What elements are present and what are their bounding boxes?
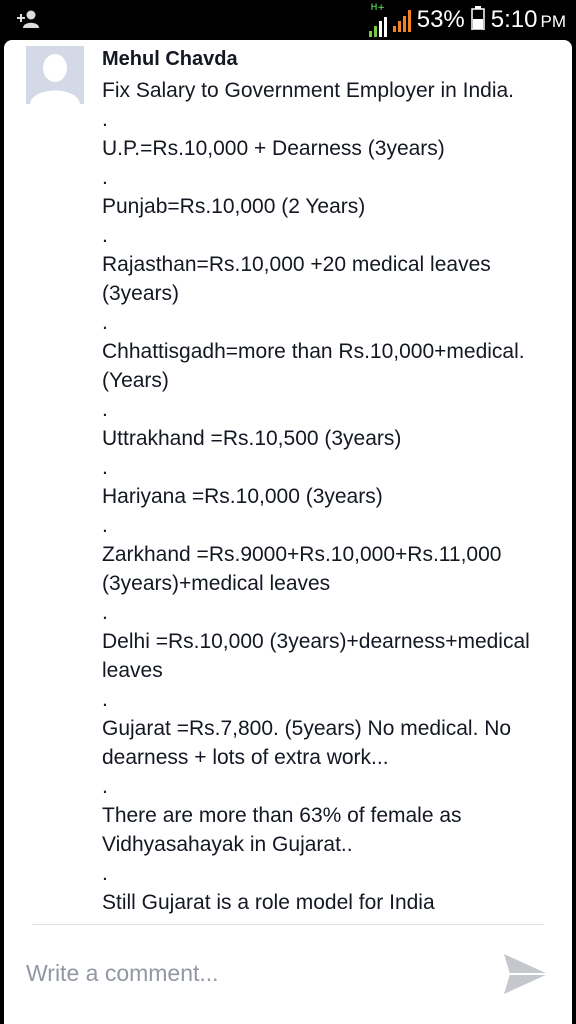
post-line: Rajasthan=Rs.10,000 +20 medical leaves (3years) — [102, 253, 497, 305]
post-line: . — [102, 601, 108, 624]
post-line: . — [102, 862, 108, 885]
default-avatar-icon — [26, 46, 84, 104]
divider — [32, 924, 544, 925]
post-line: . — [102, 166, 108, 189]
clock — [491, 6, 566, 34]
post-line: There are more than 63% of female as Vidhyasahayak in Gujarat.. — [102, 804, 468, 856]
post-line: . — [102, 108, 108, 131]
network-type-icon — [369, 4, 387, 37]
post-card — [4, 40, 572, 1024]
add-friend-icon — [16, 8, 40, 30]
battery-percent: 53% — [416, 6, 465, 33]
post-line: . — [102, 456, 108, 479]
post-body — [102, 76, 542, 918]
clock-time: 5:10 — [490, 6, 538, 33]
post-line: . — [102, 688, 108, 711]
send-button[interactable] — [500, 948, 552, 1000]
clock-ampm: PM — [540, 12, 566, 31]
avatar[interactable] — [26, 46, 84, 104]
post-line: . — [102, 224, 108, 247]
comment-input[interactable] — [26, 952, 466, 994]
post-line: Delhi =Rs.10,000 (3years)+dearness+medical leaves — [102, 630, 536, 682]
post-line: . — [102, 514, 108, 537]
battery-icon — [471, 6, 485, 34]
post-line: Zarkhand =Rs.9000+Rs.10,000+Rs.11,000 (3years)+medical leaves — [102, 543, 508, 595]
send-icon — [500, 948, 552, 1000]
post-line: . — [102, 311, 108, 334]
signal-icon — [393, 8, 411, 32]
post-line: Uttrakhand =Rs.10,500 (3years) — [102, 427, 402, 450]
post-line: U.P.=Rs.10,000 + Dearness (3years) — [102, 137, 445, 160]
post-line: . — [102, 775, 108, 798]
network-type-label: H+ — [370, 2, 385, 13]
signal-icon-sim1 — [369, 13, 387, 37]
post-line: Fix Salary to Government Employer in India. — [102, 79, 515, 102]
author-name[interactable]: Mehul Chavda — [102, 48, 238, 70]
post-line: Chhattisgadh=more than Rs.10,000+medical. (Years) — [102, 340, 531, 392]
status-bar — [0, 0, 576, 40]
post-line: Hariyana =Rs.10,000 (3years) — [102, 485, 383, 508]
post-line: Gujarat =Rs.7,800. (5years) No medical. No dearness + lots of extra work... — [102, 717, 517, 769]
post-line: Still Gujarat is a role model for India — [102, 891, 435, 914]
post-line: . — [102, 398, 108, 421]
post-line: Punjab=Rs.10,000 (2 Years) — [102, 195, 366, 218]
